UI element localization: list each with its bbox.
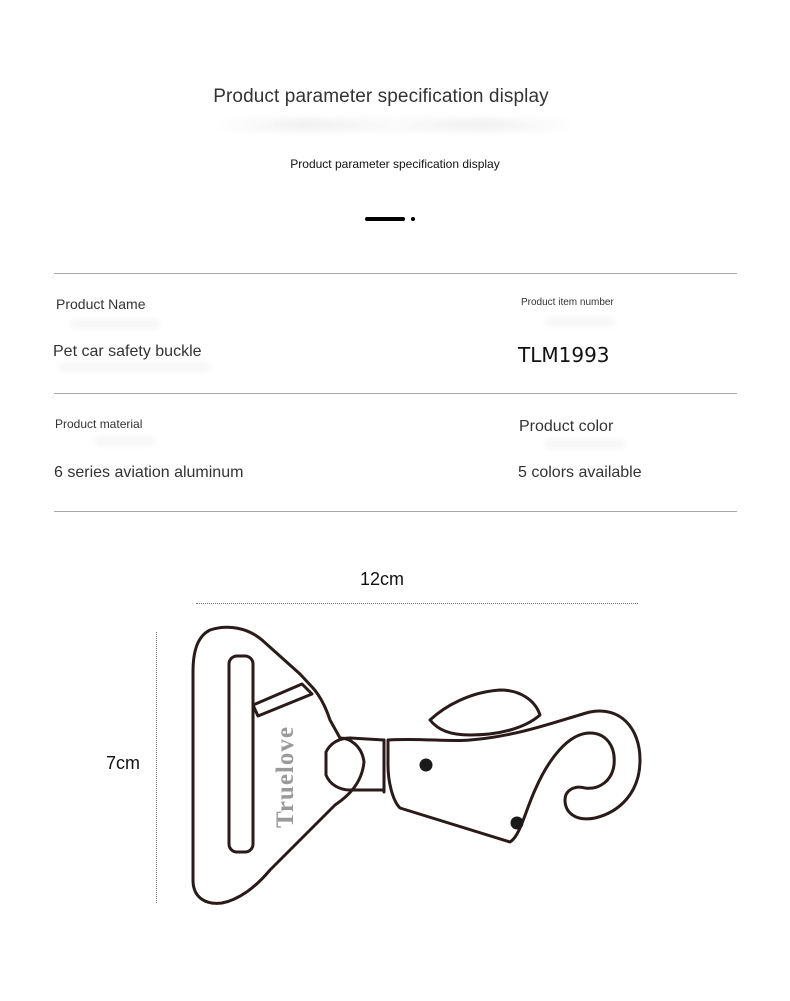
material-label: Product material bbox=[55, 417, 143, 431]
buckle-inner-cut bbox=[253, 684, 312, 716]
item-number-label: Product item number bbox=[521, 297, 614, 308]
height-dimension-label: 7cm bbox=[106, 753, 141, 773]
product-name-label: Product Name bbox=[56, 296, 146, 312]
brand-engraving: Truelove bbox=[272, 726, 299, 828]
width-dimension-label: 12cm bbox=[360, 569, 405, 589]
material-value: 6 series aviation aluminum bbox=[54, 464, 244, 481]
rivet-bottom bbox=[511, 817, 524, 830]
color-value: 5 colors available bbox=[518, 464, 642, 481]
rivet-top bbox=[420, 759, 433, 772]
product-name-value: Pet car safety buckle bbox=[53, 343, 202, 360]
item-number-value: TLM1993 bbox=[518, 343, 610, 367]
page-subtitle: Product parameter specification display bbox=[290, 157, 500, 171]
page-title: Product parameter specification display bbox=[213, 86, 549, 107]
buckle-slot bbox=[229, 656, 253, 852]
hook-gate bbox=[430, 690, 540, 735]
color-label: Product color bbox=[519, 418, 614, 435]
